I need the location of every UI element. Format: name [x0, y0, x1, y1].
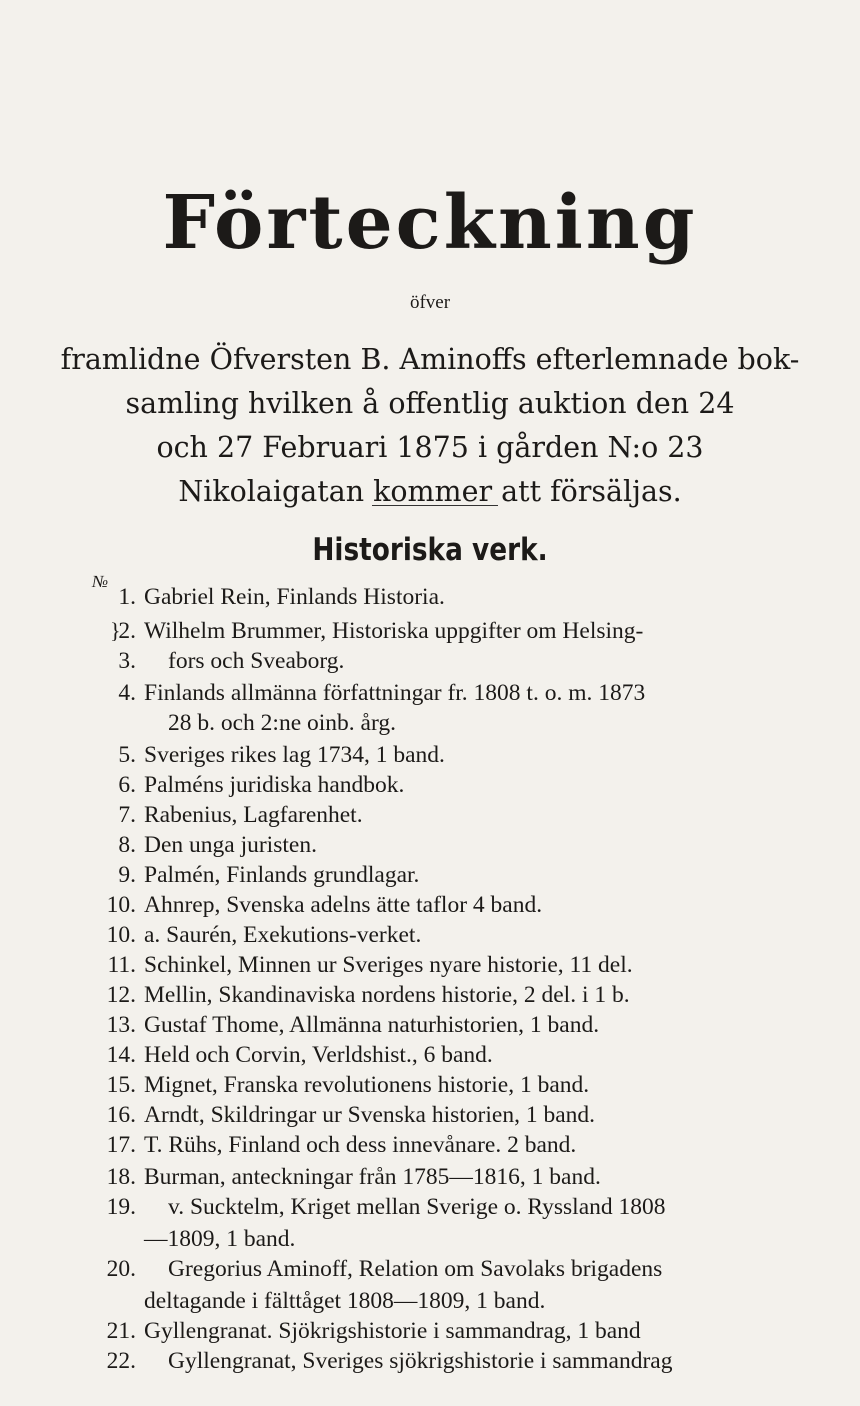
section-divider: [372, 505, 498, 506]
entry-text: T. Rühs, Finland och dess innevånare. 2 band.: [144, 1132, 577, 1158]
entry-text: Palméns juridiska handbok.: [144, 772, 405, 798]
entry-number: 4.: [118, 680, 136, 706]
list-item: [0, 950, 860, 980]
entry-number: 12.: [106, 982, 136, 1008]
intro-paragraph: [50, 338, 810, 514]
entry-number: 1.: [118, 584, 136, 610]
entry-text: Rabenius, Lagfarenhet.: [144, 802, 363, 828]
entry-number: 10.: [106, 922, 136, 948]
entry-number: 6.: [118, 772, 136, 798]
list-item: [0, 1346, 860, 1376]
list-item: [0, 1162, 860, 1192]
list-item: [0, 1040, 860, 1070]
entry-text: Gyllengranat. Sjökrigshistorie i sammandrag, 1 band: [144, 1318, 641, 1344]
entry-number: 19.: [106, 1194, 136, 1220]
list-item: [0, 860, 860, 890]
entry-number: 9.: [118, 862, 136, 888]
list-item: [0, 1254, 860, 1284]
entry-text: a. Saurén, Exekutions-verket.: [144, 922, 422, 948]
entry-number: 21.: [106, 1318, 136, 1344]
entry-text: Burman, anteckningar från 1785—1816, 1 band.: [144, 1164, 601, 1190]
entry-text: v. Sucktelm, Kriget mellan Sverige o. Ryssland 1808: [168, 1194, 666, 1220]
entry-number: 14.: [106, 1042, 136, 1068]
list-item: [0, 1192, 860, 1222]
entry-text: Gabriel Rein, Finlands Historia.: [144, 584, 445, 610]
entry-text: Mignet, Franska revolutionens historie, 1 band.: [144, 1072, 590, 1098]
entry-number: 17.: [106, 1132, 136, 1158]
number-column-header: №: [92, 572, 109, 591]
intro-line: Nikolaigatan kommer att försäljas.: [178, 475, 682, 508]
entry-number: 11.: [107, 952, 136, 978]
entry-number: 15.: [106, 1072, 136, 1098]
entry-text: Gyllengranat, Sveriges sjökrigshistorie i sammandrag: [168, 1348, 673, 1374]
entry-text: Den unga juristen.: [144, 832, 317, 858]
entry-text: 28 b. och 2:ne oinb. årg.: [168, 710, 397, 736]
list-item: [0, 1286, 860, 1316]
list-item: [0, 1070, 860, 1100]
brace-icon: }: [110, 618, 121, 643]
list-item: [0, 740, 860, 770]
entry-text: Sveriges rikes lag 1734, 1 band.: [144, 742, 445, 768]
entry-text: Gregorius Aminoff, Relation om Savolaks brigadens: [168, 1256, 663, 1282]
list-item: [0, 920, 860, 950]
list-item: [0, 1100, 860, 1130]
entry-text: fors och Sveaborg.: [168, 648, 345, 674]
entry-number: 13.: [106, 1012, 136, 1038]
entry-text: Mellin, Skandinaviska nordens historie, 2 del. i 1 b.: [144, 982, 630, 1008]
entry-number: 18.: [106, 1164, 136, 1190]
entry-number: 5.: [118, 742, 136, 768]
entry-number: 16.: [106, 1102, 136, 1128]
entry-number: 2.: [118, 618, 136, 644]
list-item: [0, 1316, 860, 1346]
list-item: [0, 708, 860, 738]
entry-text: Held och Corvin, Verldshist., 6 band.: [144, 1042, 493, 1068]
list-item: [0, 770, 860, 800]
entry-number: 8.: [118, 832, 136, 858]
list-item: [0, 980, 860, 1010]
intro-line: samling hvilken å offentlig auktion den 24: [125, 387, 735, 420]
intro-line: framlidne Öfversten B. Aminoffs efterlemnade bok-: [60, 343, 800, 376]
entry-text: —1809, 1 band.: [144, 1226, 296, 1252]
section-heading: Historiska verk.: [312, 532, 548, 568]
entry-text: Gustaf Thome, Allmänna naturhistorien, 1 band.: [144, 1012, 600, 1038]
list-item: [0, 890, 860, 920]
list-item: [0, 678, 860, 708]
entry-text: deltagande i fälttåget 1808—1809, 1 band.: [144, 1288, 546, 1314]
list-item: [0, 1224, 860, 1254]
list-item: [0, 1010, 860, 1040]
entry-number: 7.: [118, 802, 136, 828]
list-item: [0, 800, 860, 830]
entry-text: Ahnrep, Svenska adelns ätte taflor 4 band.: [144, 892, 543, 918]
list-item: [0, 830, 860, 860]
entry-text: Schinkel, Minnen ur Sveriges nyare historie, 11 del.: [144, 952, 633, 978]
list-item: [0, 582, 860, 612]
entry-text: Finlands allmänna författningar fr. 1808 t. o. m. 1873: [144, 680, 646, 706]
entry-text: Palmén, Finlands grundlagar.: [144, 862, 420, 888]
intro-line: och 27 Februari 1875 i gården N:o 23: [156, 431, 704, 464]
document-subtitle: öfver: [409, 292, 451, 313]
entry-text: Arndt, Skildringar ur Svenska historien, 1 band.: [144, 1102, 596, 1128]
entry-text: Wilhelm Brummer, Historiska uppgifter om Helsing-: [144, 618, 644, 644]
list-item: [0, 616, 860, 646]
entry-number: 10.: [106, 892, 136, 918]
list-item: [0, 1130, 860, 1160]
list-item: [0, 646, 860, 676]
document-title: Förteckning: [162, 180, 698, 266]
entry-number: 20.: [106, 1256, 136, 1282]
entry-number: 22.: [106, 1348, 136, 1374]
entry-number: 3.: [118, 648, 136, 674]
